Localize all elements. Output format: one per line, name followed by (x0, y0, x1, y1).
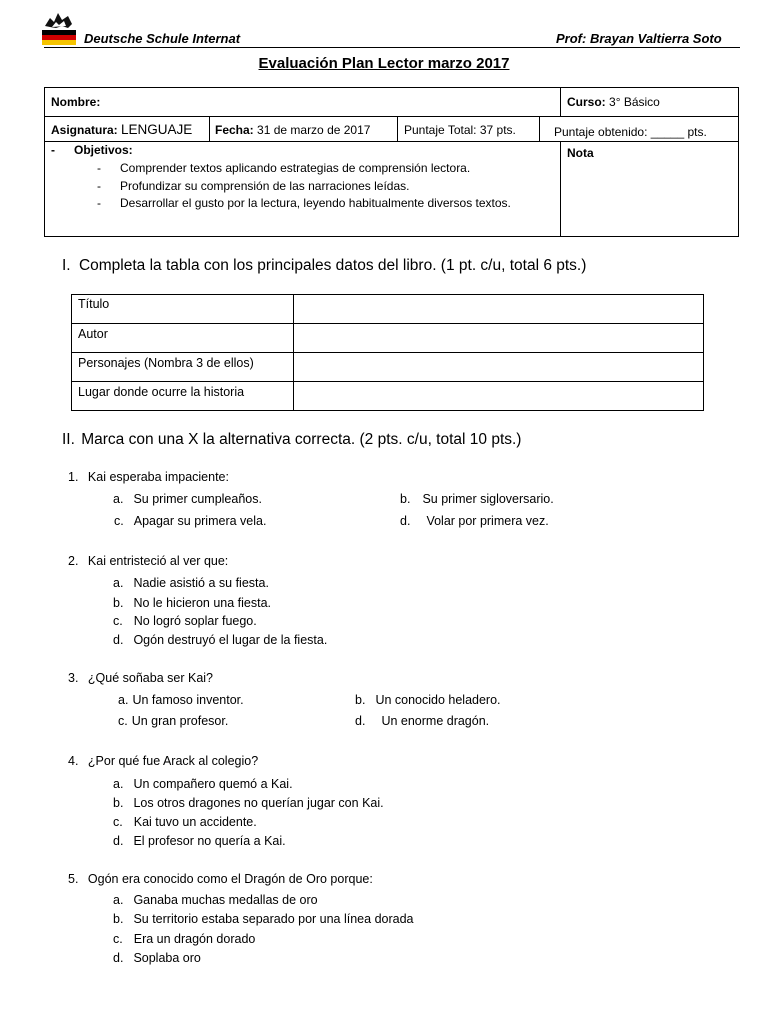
question-text: Kai esperaba impaciente: (87, 470, 229, 484)
question-number: 1. (68, 470, 79, 484)
question-5 (68, 872, 373, 886)
option-text: Un famoso inventor. (132, 693, 244, 707)
option-text: Los otros dragones no querían jugar con Kai. (133, 796, 384, 810)
puntaje-obtenido-blank: _____ (650, 125, 685, 139)
asignatura-field (51, 123, 192, 137)
question-3 (68, 671, 213, 685)
question-1-option-c[interactable] (114, 514, 266, 528)
option-letter: d. (113, 633, 124, 647)
option-text: Un conocido heladero. (375, 693, 501, 707)
question-number: 4. (68, 754, 79, 768)
objetivo-item: Comprender textos aplicando estrategias de comprensión lectora. (120, 161, 471, 175)
asignatura-label: Asignatura: (51, 123, 118, 137)
section-1-heading (62, 257, 586, 275)
option-letter: a. (113, 893, 124, 907)
option-text: Ganaba muchas medallas de oro (133, 893, 318, 907)
question-3-option-a[interactable] (118, 693, 244, 707)
question-2 (68, 554, 228, 568)
option-text: El profesor no quería a Kai. (133, 834, 286, 848)
titulo-answer-field[interactable] (295, 296, 702, 322)
question-1 (68, 470, 229, 484)
curso-value: 3° Básico (609, 95, 660, 109)
question-1-option-a[interactable] (113, 492, 262, 506)
option-text: Su territorio estaba separado por una línea dorada (133, 912, 414, 926)
option-text: Soplaba oro (133, 951, 201, 965)
fecha-value: 31 de marzo de 2017 (257, 123, 371, 137)
question-4 (68, 754, 258, 768)
section-1-numeral: I. (62, 257, 71, 274)
fecha-label: Fecha: (215, 123, 254, 137)
question-4-option-d[interactable] (113, 834, 286, 848)
question-5-option-b[interactable] (113, 912, 414, 926)
objetivo-item: Desarrollar el gusto por la lectura, leyendo habitualmente diversos textos. (120, 196, 511, 210)
option-letter: c. (114, 514, 124, 528)
question-number: 5. (68, 872, 79, 886)
autor-answer-field[interactable] (295, 325, 702, 351)
personajes-answer-field[interactable] (295, 354, 702, 380)
table-row-label: Autor (78, 327, 108, 341)
objetivo-bullet: - (97, 179, 101, 193)
option-letter: c. (113, 614, 123, 628)
objetivos-bullet: - (51, 143, 55, 157)
option-letter: b. (113, 912, 124, 926)
option-text: No le hicieron una fiesta. (133, 596, 272, 610)
objetivo-item: Profundizar su comprensión de las narraciones leídas. (120, 179, 410, 193)
question-2-option-a[interactable] (113, 576, 269, 590)
question-3-option-b[interactable] (355, 693, 501, 707)
puntaje-total: Puntaje Total: 37 pts. (404, 123, 516, 137)
question-2-option-c[interactable] (113, 614, 257, 628)
objetivos-label: Objetivos: (74, 143, 133, 157)
curso-label: Curso: (567, 95, 606, 109)
table-row-label: Lugar donde ocurre la historia (78, 385, 245, 399)
question-number: 2. (68, 554, 79, 568)
option-text: Un compañero quemó a Kai. (133, 777, 293, 791)
info-table (44, 87, 739, 237)
option-letter: d. (400, 514, 411, 528)
nota-label: Nota (567, 146, 594, 160)
question-text: Ogón era conocido como el Dragón de Oro porque: (87, 872, 373, 886)
option-letter: a. (118, 693, 129, 707)
section-2-text: Marca con una X la alternativa correcta. (2 pts. c/u, total 10 pts.) (81, 431, 522, 448)
question-5-option-d[interactable] (113, 951, 201, 965)
question-3-option-c[interactable] (118, 714, 228, 728)
option-text: Nadie asistió a su fiesta. (133, 576, 269, 590)
objetivo-bullet: - (97, 161, 101, 175)
option-letter: c. (113, 932, 123, 946)
nombre-label: Nombre: (51, 95, 101, 109)
option-text: No logró soplar fuego. (133, 614, 257, 628)
question-5-option-a[interactable] (113, 893, 318, 907)
option-letter: c. (113, 815, 123, 829)
option-letter: a. (113, 576, 124, 590)
page-title: Evaluación Plan Lector marzo 2017 (258, 55, 510, 72)
option-letter: b. (113, 596, 124, 610)
option-text: Su primer sigloversario. (422, 492, 554, 506)
fecha-field (215, 123, 370, 137)
option-text: Volar por primera vez. (426, 514, 549, 528)
question-number: 3. (68, 671, 79, 685)
curso-field (567, 95, 660, 109)
option-text: Un gran profesor. (131, 714, 229, 728)
question-4-option-a[interactable] (113, 777, 293, 791)
table-row-label: Personajes (Nombra 3 de ellos) (78, 356, 254, 370)
book-data-table (71, 294, 704, 411)
lugar-answer-field[interactable] (295, 383, 702, 409)
option-letter: a. (113, 777, 124, 791)
question-1-option-b[interactable] (400, 492, 554, 506)
question-2-option-d[interactable] (113, 633, 327, 647)
teacher-name: Prof: Brayan Valtierra Soto (556, 31, 722, 46)
option-text: Su primer cumpleaños. (133, 492, 262, 506)
option-letter: c. (118, 714, 128, 728)
option-text: Apagar su primera vela. (133, 514, 267, 528)
question-2-option-b[interactable] (113, 596, 271, 610)
question-3-option-d[interactable] (355, 714, 489, 728)
question-text: ¿Qué soñaba ser Kai? (87, 671, 213, 685)
question-text: Kai entristeció al ver que: (87, 554, 229, 568)
section-2-heading (62, 431, 521, 449)
option-letter: d. (113, 951, 124, 965)
table-row-label: Título (78, 297, 110, 311)
asignatura-value: LENGUAJE (121, 122, 193, 137)
option-text: Kai tuvo un accidente. (133, 815, 257, 829)
option-text: Un enorme dragón. (381, 714, 490, 728)
question-5-option-c[interactable] (113, 932, 255, 946)
puntaje-obtenido-field (554, 125, 707, 139)
option-text: Era un dragón dorado (133, 932, 256, 946)
option-letter: a. (113, 492, 124, 506)
puntaje-obtenido-unit: pts. (687, 125, 707, 139)
school-name: Deutsche Schule Internat (84, 31, 241, 46)
option-letter: b. (355, 693, 366, 707)
objetivo-bullet: - (97, 196, 101, 210)
option-letter: d. (113, 834, 124, 848)
question-text: ¿Por qué fue Arack al colegio? (87, 754, 259, 768)
question-4-option-c[interactable] (113, 815, 257, 829)
section-2-numeral: II. (62, 431, 75, 448)
option-text: Ogón destruyó el lugar de la fiesta. (133, 633, 328, 647)
question-4-option-b[interactable] (113, 796, 384, 810)
puntaje-obtenido-label: Puntaje obtenido: (554, 125, 648, 139)
option-letter: b. (400, 492, 411, 506)
option-letter: b. (113, 796, 124, 810)
question-1-option-d[interactable] (400, 514, 549, 528)
option-letter: d. (355, 714, 366, 728)
header-divider (44, 47, 740, 48)
section-1-text: Completa la tabla con los principales datos del libro. (1 pt. c/u, total 6 pts.) (78, 257, 587, 274)
school-crest-icon (42, 10, 76, 46)
